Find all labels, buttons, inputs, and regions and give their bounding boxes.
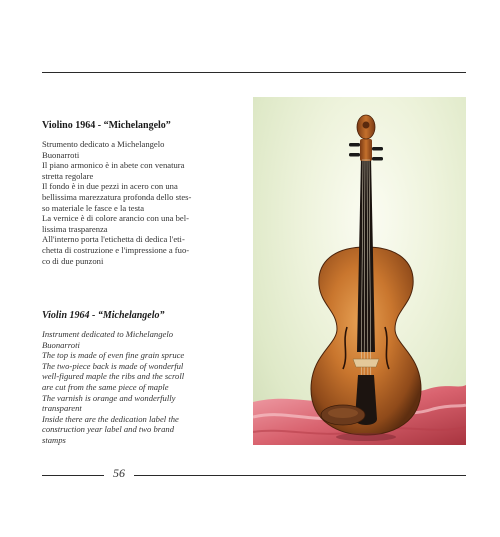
english-description	[42, 310, 194, 446]
english-line: The two-piece back is made of wonderful	[42, 360, 184, 371]
italian-line: co di due punzoni	[42, 255, 104, 266]
italian-line: Il piano armonico è in abete con venatura	[42, 160, 185, 171]
top-rule	[42, 72, 466, 73]
footer-rule-left	[42, 475, 104, 476]
italian-line: Buonarroti	[42, 149, 80, 160]
english-line: The top is made of even fine grain spruce	[42, 350, 185, 361]
bridge	[353, 359, 379, 367]
english-line: well-figured maple the ribs and the scroll	[42, 371, 185, 382]
italian-line: bellissima marezzatura profonda dello stes-	[42, 191, 192, 202]
italian-line: chetta di costruzione e l'impressione a fuo-	[42, 244, 190, 255]
english-line: stamps	[42, 434, 66, 445]
italian-line: stretta regolare	[42, 170, 94, 181]
italian-line: Strumento dedicato a Michelangelo	[42, 139, 165, 149]
english-line: Inside there are the dedication label the	[42, 413, 179, 424]
english-heading: Violin 1964 - “Michelangelo”	[42, 310, 165, 321]
violin-photo	[253, 97, 466, 445]
italian-line: La vernice è di colore arancio con una bel-	[42, 213, 189, 224]
footer-rule-right	[134, 475, 466, 476]
italian-line: All'interno porta l'etichetta di dedica l'eti-	[42, 234, 185, 245]
english-line: Buonarroti	[42, 339, 80, 350]
english-line: transparent	[42, 403, 82, 414]
english-line: construction year label and two brand	[42, 424, 174, 435]
italian-description	[42, 120, 194, 266]
italian-line: lissima trasparenza	[42, 223, 108, 234]
violin-illustration	[253, 97, 466, 445]
english-line: The varnish is orange and wonderfully	[42, 392, 176, 403]
english-line: are cut from the same piece of maple	[42, 381, 169, 392]
english-line: Instrument dedicated to Michelangelo	[42, 329, 174, 339]
italian-heading: Violino 1964 - “Michelangelo”	[42, 120, 171, 131]
page-number: 56	[113, 466, 125, 480]
fingerboard	[357, 157, 375, 352]
italian-line: so materiale le fasce e la testa	[42, 202, 145, 213]
italian-line: Il fondo è in due pezzi in acero con una	[42, 181, 178, 192]
